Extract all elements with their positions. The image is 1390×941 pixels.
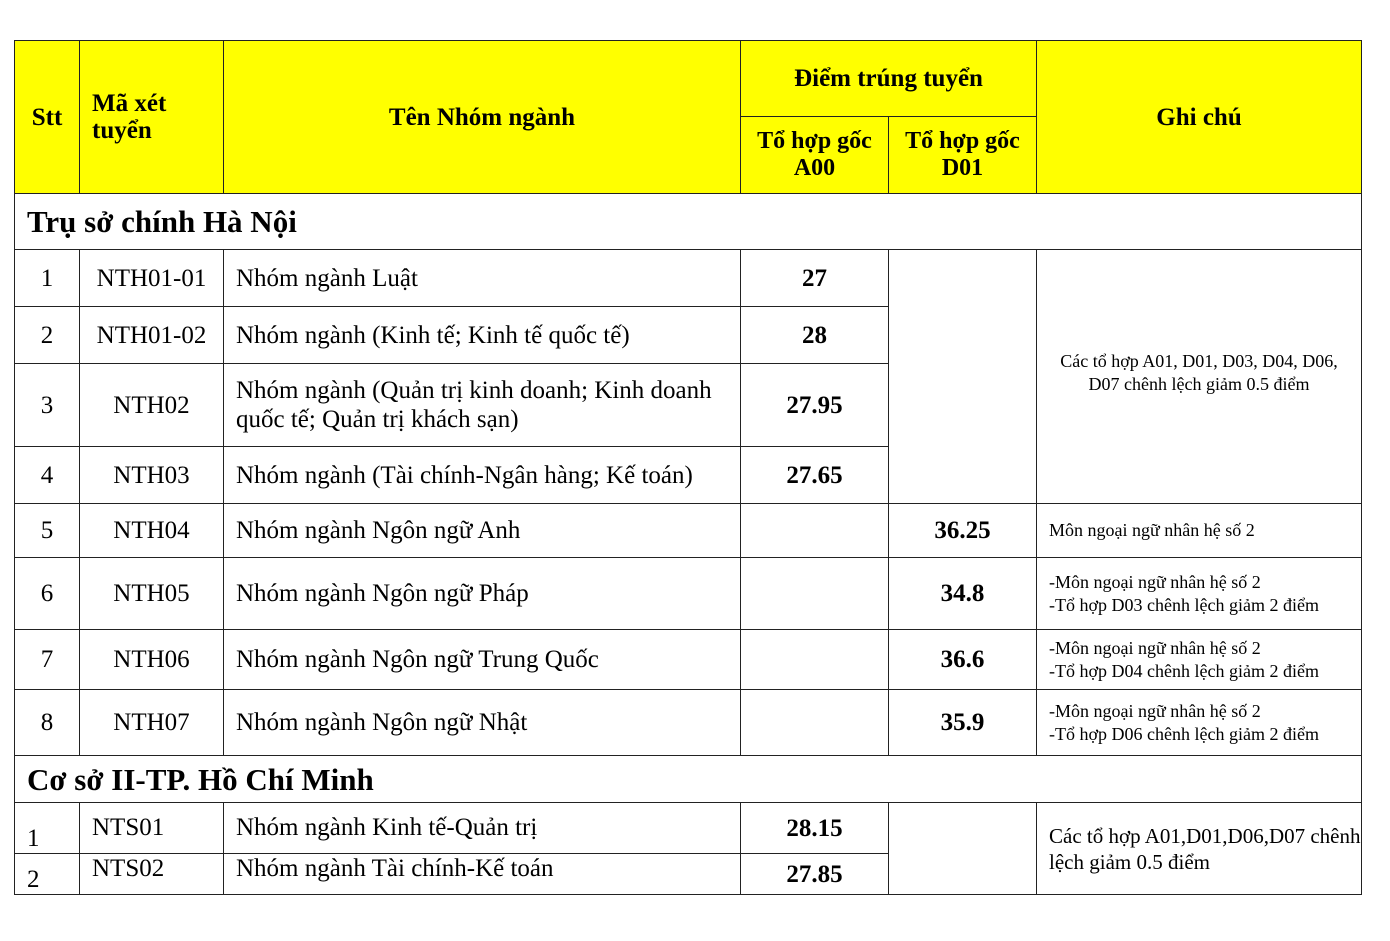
- row-a00: [741, 558, 889, 630]
- table-row: [15, 504, 1362, 558]
- row-code: NTH01-01: [80, 250, 224, 307]
- row-a00: 27.85: [741, 854, 889, 895]
- row-a00: [741, 504, 889, 558]
- header-score-group: Điểm trúng tuyển: [741, 41, 1037, 117]
- row-name: Nhóm ngành Ngôn ngữ Trung Quốc: [224, 630, 741, 690]
- row-name: Nhóm ngành Ngôn ngữ Anh: [224, 504, 741, 558]
- section-title-hanoi: Trụ sở chính Hà Nội: [15, 194, 1362, 250]
- table-row: [15, 803, 1362, 854]
- row-a00: 28: [741, 307, 889, 364]
- row-code: NTH02: [80, 364, 224, 447]
- table-row: [15, 558, 1362, 630]
- table-row: [15, 690, 1362, 756]
- row-name: Nhóm ngành (Tài chính-Ngân hàng; Kế toán): [224, 447, 741, 504]
- row-note: [1037, 630, 1362, 690]
- row-code: NTH07: [80, 690, 224, 756]
- row-name: Nhóm ngành Tài chính-Kế toán: [224, 854, 741, 895]
- row-name: Nhóm ngành Ngôn ngữ Pháp: [224, 558, 741, 630]
- row-d01: 35.9: [889, 690, 1037, 756]
- row-name: Nhóm ngành (Kinh tế; Kinh tế quốc tế): [224, 307, 741, 364]
- header-d01: Tổ hợp gốc D01: [889, 117, 1037, 194]
- row-code: NTS01: [80, 803, 224, 854]
- note-line: -Môn ngoại ngữ nhân hệ số 2: [1049, 700, 1261, 721]
- row-stt: 3: [15, 364, 80, 447]
- note-line: -Môn ngoại ngữ nhân hệ số 2: [1049, 637, 1261, 658]
- header-a00: Tổ hợp gốc A00: [741, 117, 889, 194]
- merged-note-hcm: Các tổ hợp A01,D01,D06,D07 chênh lệch giảm 0.5 điểm: [1037, 803, 1362, 895]
- row-stt: 2: [15, 854, 80, 895]
- note-line: -Môn ngoại ngữ nhân hệ số 2: [1049, 571, 1261, 592]
- row-code: NTH04: [80, 504, 224, 558]
- row-stt: 2: [15, 307, 80, 364]
- table-row: [15, 630, 1362, 690]
- row-d01-empty: [889, 250, 1037, 504]
- row-stt: 1: [15, 803, 80, 854]
- row-a00: 27.65: [741, 447, 889, 504]
- row-a00: 27: [741, 250, 889, 307]
- row-code: NTH06: [80, 630, 224, 690]
- header-note: Ghi chú: [1037, 41, 1362, 194]
- row-note: [1037, 690, 1362, 756]
- row-stt: 6: [15, 558, 80, 630]
- row-stt: 1: [15, 250, 80, 307]
- row-note: [1037, 558, 1362, 630]
- admission-scores-table: [14, 40, 1362, 895]
- row-note: Môn ngoại ngữ nhân hệ số 2: [1037, 504, 1362, 558]
- row-stt: 4: [15, 447, 80, 504]
- row-stt: 7: [15, 630, 80, 690]
- row-d01: 34.8: [889, 558, 1037, 630]
- note-line: -Tổ hợp D04 chênh lệch giảm 2 điểm: [1049, 660, 1319, 681]
- row-a00: 27.95: [741, 364, 889, 447]
- note-line: -Tổ hợp D06 chênh lệch giảm 2 điểm: [1049, 723, 1319, 744]
- row-name: Nhóm ngành Luật: [224, 250, 741, 307]
- header-name: Tên Nhóm ngành: [224, 41, 741, 194]
- row-stt: 8: [15, 690, 80, 756]
- row-name: Nhóm ngành Ngôn ngữ Nhật: [224, 690, 741, 756]
- row-name: Nhóm ngành Kinh tế-Quản trị: [224, 803, 741, 854]
- row-name: Nhóm ngành (Quản trị kinh doanh; Kinh doanh quốc tế; Quản trị khách sạn): [224, 364, 741, 447]
- merged-note-hanoi: Các tổ hợp A01, D01, D03, D04, D06, D07 chênh lệch giảm 0.5 điểm: [1037, 250, 1362, 504]
- section-title-hcm: Cơ sở II-TP. Hồ Chí Minh: [15, 756, 1362, 803]
- row-a00: [741, 690, 889, 756]
- row-d01: 36.6: [889, 630, 1037, 690]
- note-line: -Tổ hợp D03 chênh lệch giảm 2 điểm: [1049, 594, 1319, 615]
- row-code: NTH05: [80, 558, 224, 630]
- header-code: Mã xét tuyển: [80, 41, 224, 194]
- row-d01-empty: [889, 803, 1037, 895]
- row-a00: [741, 630, 889, 690]
- row-code: NTH01-02: [80, 307, 224, 364]
- row-code: NTH03: [80, 447, 224, 504]
- header-stt: Stt: [15, 41, 80, 194]
- table-row: [15, 250, 1362, 307]
- row-code: NTS02: [80, 854, 224, 895]
- row-a00: 28.15: [741, 803, 889, 854]
- row-d01: 36.25: [889, 504, 1037, 558]
- row-stt: 5: [15, 504, 80, 558]
